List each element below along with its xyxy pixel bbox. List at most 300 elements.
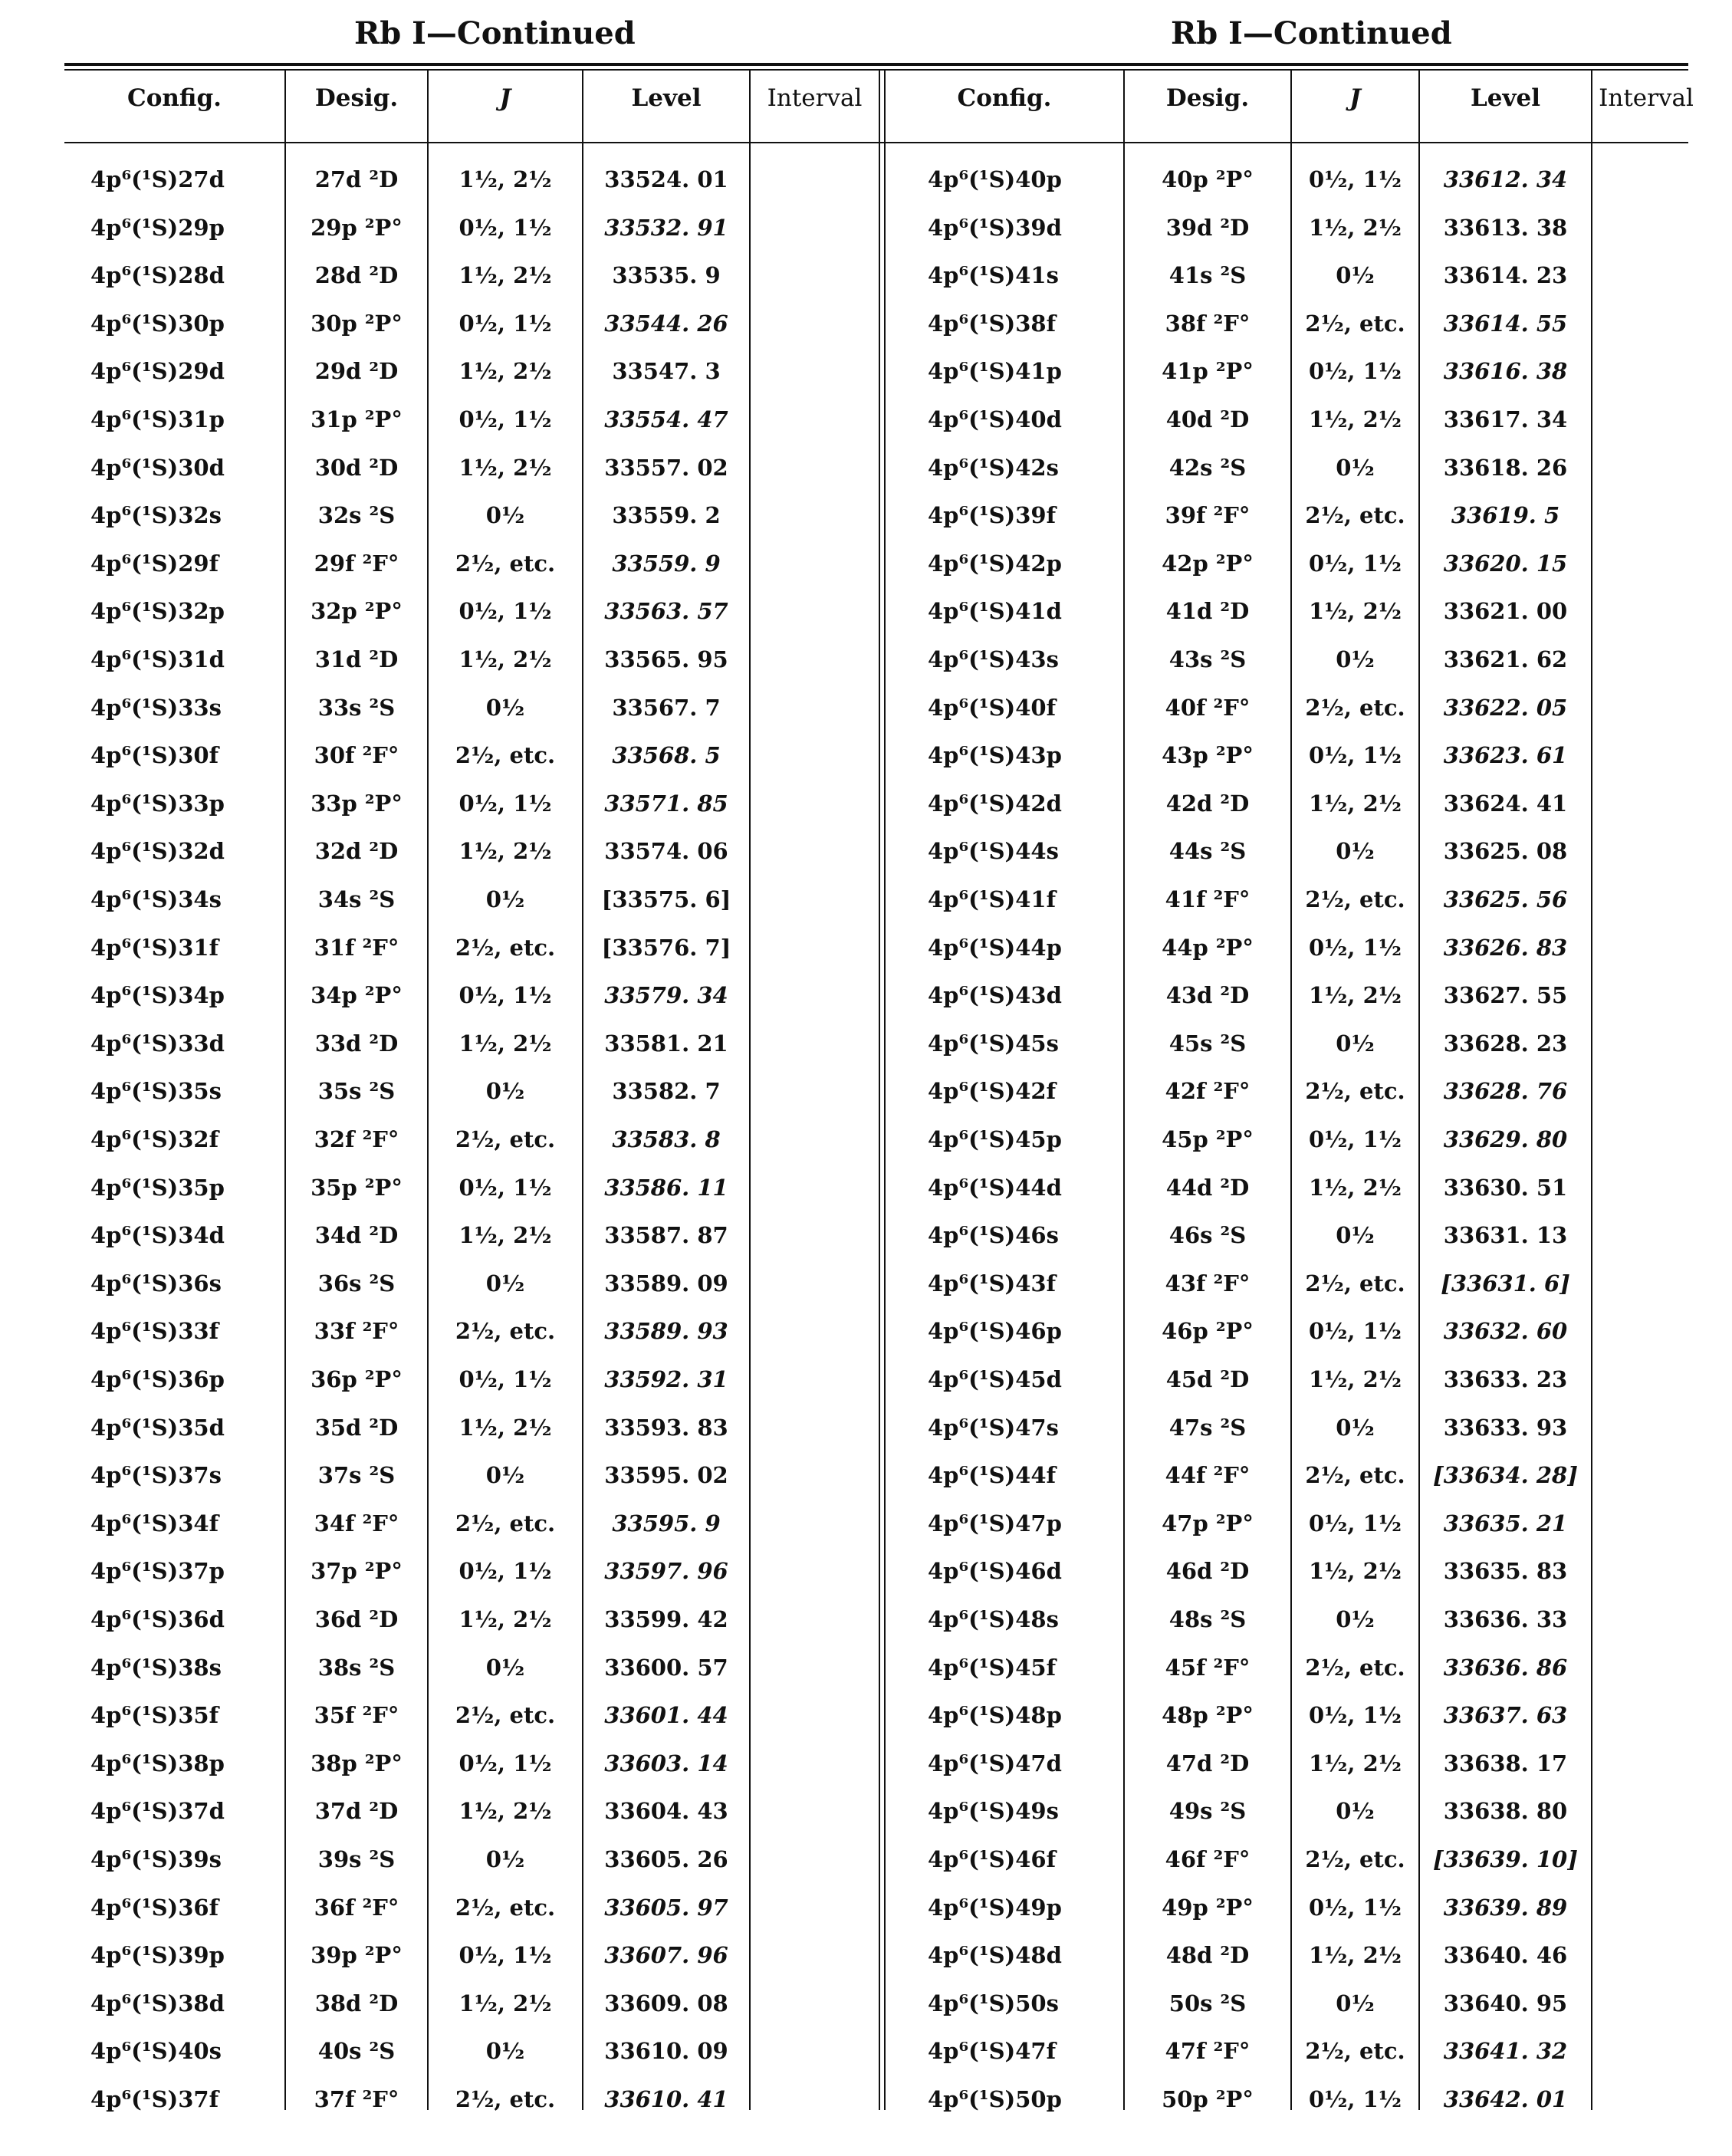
level-cell: 33574. 06 bbox=[604, 838, 728, 865]
level-cell: 33567. 7 bbox=[612, 694, 721, 721]
config-cell: 4p⁶(¹S)36f bbox=[90, 1894, 219, 1921]
level-cell: 33605. 97 bbox=[604, 1894, 728, 1921]
level-cell: 33587. 87 bbox=[604, 1222, 728, 1249]
header-interval: Interval bbox=[767, 84, 863, 112]
level-cell: 33618. 26 bbox=[1443, 454, 1568, 481]
level-cell: 33565. 95 bbox=[604, 646, 728, 672]
level-cell: 33593. 83 bbox=[604, 1414, 728, 1441]
designation-cell: 34d ²D bbox=[314, 1222, 399, 1249]
level-cell: 33524. 01 bbox=[604, 166, 728, 192]
j-value-cell: 1½, 2½ bbox=[1308, 982, 1402, 1009]
j-value-cell: 1½, 2½ bbox=[458, 1606, 552, 1632]
header-level: Level bbox=[631, 84, 702, 112]
level-cell: 33609. 08 bbox=[604, 1990, 728, 2016]
title-spectrum: I bbox=[412, 15, 426, 51]
config-cell: 4p⁶(¹S)38d bbox=[90, 1990, 225, 2016]
config-cell: 4p⁶(¹S)42s bbox=[928, 454, 1059, 481]
designation-cell: 46p ²P° bbox=[1162, 1318, 1254, 1345]
designation-cell: 36d ²D bbox=[314, 1606, 399, 1632]
config-cell: 4p⁶(¹S)32s bbox=[90, 502, 222, 529]
config-cell: 4p⁶(¹S)47p bbox=[928, 1510, 1062, 1536]
level-cell: 33624. 41 bbox=[1443, 790, 1568, 817]
j-value-cell: 0½, 1½ bbox=[458, 1366, 552, 1392]
level-cell: 33641. 32 bbox=[1443, 2038, 1568, 2065]
designation-cell: 48s ²S bbox=[1168, 1606, 1247, 1632]
config-cell: 4p⁶(¹S)35s bbox=[90, 1078, 222, 1105]
designation-cell: 38p ²P° bbox=[311, 1750, 403, 1776]
j-value-cell: 1½, 2½ bbox=[458, 1030, 552, 1057]
designation-cell: 46d ²D bbox=[1165, 1558, 1250, 1585]
config-cell: 4p⁶(¹S)49s bbox=[928, 1798, 1059, 1825]
level-cell: 33614. 55 bbox=[1443, 310, 1568, 337]
designation-cell: 45p ²P° bbox=[1162, 1126, 1254, 1152]
level-cell: 33622. 05 bbox=[1443, 694, 1568, 721]
j-value-cell: 0½, 1½ bbox=[458, 1750, 552, 1776]
designation-cell: 41s ²S bbox=[1168, 262, 1247, 289]
designation-cell: 32s ²S bbox=[317, 502, 396, 529]
j-value-cell: 0½, 1½ bbox=[458, 1558, 552, 1585]
j-value-cell: 1½, 2½ bbox=[458, 1222, 552, 1249]
config-cell: 4p⁶(¹S)28d bbox=[90, 262, 225, 289]
designation-cell: 47f ²F° bbox=[1165, 2038, 1251, 2065]
designation-cell: 47s ²S bbox=[1168, 1414, 1247, 1441]
designation-cell: 28d ²D bbox=[314, 262, 399, 289]
designation-cell: 31p ²P° bbox=[311, 406, 403, 432]
j-value-cell: 2½, etc. bbox=[1305, 1270, 1405, 1297]
designation-cell: 46s ²S bbox=[1168, 1222, 1247, 1249]
level-cell: 33568. 5 bbox=[612, 742, 721, 769]
j-value-cell: 0½, 1½ bbox=[458, 406, 552, 432]
header-j: J bbox=[499, 84, 511, 112]
config-cell: 4p⁶(¹S)33f bbox=[90, 1318, 219, 1345]
config-cell: 4p⁶(¹S)44p bbox=[928, 934, 1062, 961]
j-value-cell: 0½ bbox=[485, 1654, 525, 1681]
config-cell: 4p⁶(¹S)32d bbox=[90, 838, 225, 865]
level-cell: 33613. 38 bbox=[1443, 214, 1568, 241]
level-cell: 33631. 13 bbox=[1443, 1222, 1568, 1249]
level-cell: 33614. 23 bbox=[1443, 262, 1568, 289]
config-cell: 4p⁶(¹S)44s bbox=[928, 838, 1059, 865]
designation-cell: 29d ²D bbox=[314, 358, 399, 385]
designation-cell: 32p ²P° bbox=[311, 598, 403, 625]
level-cell: 33636. 33 bbox=[1443, 1606, 1568, 1632]
j-value-cell: 1½, 2½ bbox=[458, 262, 552, 289]
designation-cell: 42f ²F° bbox=[1165, 1078, 1251, 1105]
j-value-cell: 2½, etc. bbox=[455, 1126, 556, 1152]
level-cell: 33607. 96 bbox=[604, 1942, 728, 1969]
level-cell: 33586. 11 bbox=[604, 1174, 728, 1201]
j-value-cell: 2½, etc. bbox=[1305, 1462, 1405, 1489]
config-cell: 4p⁶(¹S)42p bbox=[928, 550, 1062, 577]
designation-cell: 34f ²F° bbox=[314, 1510, 399, 1536]
designation-cell: 41d ²D bbox=[1165, 598, 1250, 625]
config-cell: 4p⁶(¹S)35p bbox=[90, 1174, 225, 1201]
j-value-cell: 1½, 2½ bbox=[458, 1414, 552, 1441]
config-cell: 4p⁶(¹S)46f bbox=[928, 1846, 1057, 1872]
designation-cell: 39s ²S bbox=[317, 1846, 396, 1872]
j-value-cell: 1½, 2½ bbox=[1308, 598, 1402, 625]
designation-cell: 29f ²F° bbox=[314, 550, 399, 577]
config-cell: 4p⁶(¹S)50s bbox=[928, 1990, 1059, 2016]
designation-cell: 39p ²P° bbox=[311, 1942, 403, 1969]
designation-cell: 36s ²S bbox=[317, 1270, 396, 1297]
config-cell: 4p⁶(¹S)44d bbox=[928, 1174, 1062, 1201]
j-value-cell: 2½, etc. bbox=[1305, 1078, 1405, 1105]
level-cell: 33625. 08 bbox=[1443, 838, 1568, 865]
header-j: J bbox=[1349, 84, 1361, 112]
config-cell: 4p⁶(¹S)31p bbox=[90, 406, 225, 432]
designation-cell: 35p ²P° bbox=[311, 1174, 403, 1201]
j-value-cell: 0½ bbox=[485, 694, 525, 721]
designation-cell: 37p ²P° bbox=[311, 1558, 403, 1585]
level-cell: 33535. 9 bbox=[612, 262, 721, 289]
designation-cell: 30f ²F° bbox=[314, 742, 399, 769]
config-cell: 4p⁶(¹S)37d bbox=[90, 1798, 225, 1825]
level-cell: 33637. 63 bbox=[1443, 1702, 1568, 1729]
designation-cell: 38s ²S bbox=[317, 1654, 396, 1681]
j-value-cell: 1½, 2½ bbox=[458, 838, 552, 865]
config-cell: 4p⁶(¹S)45p bbox=[928, 1126, 1062, 1152]
designation-cell: 48p ²P° bbox=[1162, 1702, 1254, 1729]
level-cell: 33612. 34 bbox=[1443, 166, 1568, 192]
j-value-cell: 1½, 2½ bbox=[458, 454, 552, 481]
level-cell: 33621. 62 bbox=[1443, 646, 1568, 672]
j-value-cell: 0½, 1½ bbox=[458, 310, 552, 337]
table-title-left bbox=[354, 15, 636, 51]
j-value-cell: 0½, 1½ bbox=[1308, 2086, 1402, 2112]
j-value-cell: 0½ bbox=[1336, 1414, 1375, 1441]
j-value-cell: 0½, 1½ bbox=[458, 1174, 552, 1201]
designation-cell: 40p ²P° bbox=[1162, 166, 1254, 192]
j-value-cell: 2½, etc. bbox=[455, 1894, 556, 1921]
config-cell: 4p⁶(¹S)36s bbox=[90, 1270, 222, 1297]
designation-cell: 41p ²P° bbox=[1162, 358, 1254, 385]
designation-cell: 33s ²S bbox=[317, 694, 396, 721]
designation-cell: 37f ²F° bbox=[314, 2086, 399, 2112]
level-cell: 33628. 76 bbox=[1443, 1078, 1568, 1105]
level-cell: 33595. 9 bbox=[612, 1510, 721, 1536]
config-cell: 4p⁶(¹S)40f bbox=[928, 694, 1057, 721]
level-cell: 33627. 55 bbox=[1443, 982, 1568, 1009]
config-cell: 4p⁶(¹S)35d bbox=[90, 1414, 225, 1441]
table-title-right bbox=[1171, 15, 1452, 51]
level-cell: 33638. 80 bbox=[1443, 1798, 1568, 1825]
j-value-cell: 0½ bbox=[485, 2038, 525, 2065]
level-cell: 33619. 5 bbox=[1451, 502, 1560, 529]
j-value-cell: 2½, etc. bbox=[1305, 886, 1405, 912]
j-value-cell: 2½, etc. bbox=[1305, 502, 1405, 529]
j-value-cell: 2½, etc. bbox=[455, 1318, 556, 1345]
config-cell: 4p⁶(¹S)41d bbox=[928, 598, 1062, 625]
j-value-cell: 0½, 1½ bbox=[1308, 1510, 1402, 1536]
j-value-cell: 0½, 1½ bbox=[458, 982, 552, 1009]
j-value-cell: 0½, 1½ bbox=[458, 790, 552, 817]
level-cell: 33583. 8 bbox=[612, 1126, 721, 1152]
header-config: Config. bbox=[957, 84, 1052, 112]
j-value-cell: 0½, 1½ bbox=[458, 1942, 552, 1969]
level-cell: 33601. 44 bbox=[604, 1702, 728, 1729]
designation-cell: 44d ²D bbox=[1165, 1174, 1250, 1201]
level-cell: 33616. 38 bbox=[1443, 358, 1568, 385]
designation-cell: 29p ²P° bbox=[311, 214, 403, 241]
level-cell: 33629. 80 bbox=[1443, 1126, 1568, 1152]
j-value-cell: 0½, 1½ bbox=[1308, 742, 1402, 769]
level-cell: 33604. 43 bbox=[604, 1798, 728, 1825]
level-cell: 33581. 21 bbox=[604, 1030, 728, 1057]
column-divider bbox=[1591, 71, 1592, 2110]
designation-cell: 43f ²F° bbox=[1165, 1270, 1251, 1297]
title-spectrum: I bbox=[1228, 15, 1243, 51]
level-cell: 33592. 31 bbox=[604, 1366, 728, 1392]
config-cell: 4p⁶(¹S)38s bbox=[90, 1654, 222, 1681]
designation-cell: 30p ²P° bbox=[311, 310, 403, 337]
config-cell: 4p⁶(¹S)29f bbox=[90, 550, 219, 577]
header-interval: Interval bbox=[1599, 84, 1694, 112]
config-cell: 4p⁶(¹S)34s bbox=[90, 886, 222, 912]
config-cell: 4p⁶(¹S)45s bbox=[928, 1030, 1059, 1057]
j-value-cell: 0½ bbox=[485, 1846, 525, 1872]
level-cell: 33589. 93 bbox=[604, 1318, 728, 1345]
designation-cell: 50s ²S bbox=[1168, 1990, 1247, 2016]
j-value-cell: 1½, 2½ bbox=[458, 358, 552, 385]
designation-cell: 30d ²D bbox=[314, 454, 399, 481]
j-value-cell: 1½, 2½ bbox=[1308, 214, 1402, 241]
level-cell: 33623. 61 bbox=[1443, 742, 1568, 769]
level-cell: 33642. 01 bbox=[1443, 2086, 1568, 2112]
designation-cell: 33d ²D bbox=[314, 1030, 399, 1057]
config-cell: 4p⁶(¹S)31f bbox=[90, 934, 219, 961]
designation-cell: 38d ²D bbox=[314, 1990, 399, 2016]
designation-cell: 50p ²P° bbox=[1162, 2086, 1254, 2112]
level-cell: 33532. 91 bbox=[604, 214, 728, 241]
config-cell: 4p⁶(¹S)43p bbox=[928, 742, 1062, 769]
config-cell: 4p⁶(¹S)33s bbox=[90, 694, 222, 721]
designation-cell: 27d ²D bbox=[314, 166, 399, 192]
j-value-cell: 1½, 2½ bbox=[1308, 1366, 1402, 1392]
j-value-cell: 0½, 1½ bbox=[1308, 934, 1402, 961]
j-value-cell: 0½ bbox=[485, 1270, 525, 1297]
designation-cell: 34p ²P° bbox=[311, 982, 403, 1009]
j-value-cell: 0½ bbox=[1336, 262, 1375, 289]
level-cell: 33628. 23 bbox=[1443, 1030, 1568, 1057]
level-cell: [33634. 28] bbox=[1433, 1462, 1578, 1489]
designation-cell: 33p ²P° bbox=[311, 790, 403, 817]
config-cell: 4p⁶(¹S)33p bbox=[90, 790, 225, 817]
j-value-cell: 2½, etc. bbox=[455, 2086, 556, 2112]
designation-cell: 47d ²D bbox=[1165, 1750, 1250, 1776]
j-value-cell: 0½ bbox=[1336, 1798, 1375, 1825]
designation-cell: 36p ²P° bbox=[311, 1366, 403, 1392]
config-cell: 4p⁶(¹S)36d bbox=[90, 1606, 225, 1632]
designation-cell: 48d ²D bbox=[1165, 1942, 1250, 1969]
j-value-cell: 0½ bbox=[1336, 1990, 1375, 2016]
level-cell: 33595. 02 bbox=[604, 1462, 728, 1489]
level-cell: 33625. 56 bbox=[1443, 886, 1568, 912]
j-value-cell: 0½ bbox=[485, 886, 525, 912]
level-cell: 33559. 2 bbox=[612, 502, 721, 529]
level-cell: 33639. 89 bbox=[1443, 1894, 1568, 1921]
j-value-cell: 2½, etc. bbox=[1305, 1654, 1405, 1681]
j-value-cell: 0½ bbox=[1336, 838, 1375, 865]
designation-cell: 41f ²F° bbox=[1165, 886, 1251, 912]
j-value-cell: 1½, 2½ bbox=[1308, 1174, 1402, 1201]
j-value-cell: 2½, etc. bbox=[455, 1510, 556, 1536]
level-cell: [33631. 6] bbox=[1441, 1270, 1570, 1297]
config-cell: 4p⁶(¹S)49p bbox=[928, 1894, 1062, 1921]
config-cell: 4p⁶(¹S)27d bbox=[90, 166, 225, 192]
level-cell: 33621. 00 bbox=[1443, 598, 1568, 625]
level-cell: 33597. 96 bbox=[604, 1558, 728, 1585]
config-cell: 4p⁶(¹S)38f bbox=[928, 310, 1057, 337]
config-cell: 4p⁶(¹S)50p bbox=[928, 2086, 1062, 2112]
j-value-cell: 2½, etc. bbox=[1305, 310, 1405, 337]
designation-cell: 39f ²F° bbox=[1165, 502, 1251, 529]
level-cell: 33544. 26 bbox=[604, 310, 728, 337]
designation-cell: 44p ²P° bbox=[1162, 934, 1254, 961]
designation-cell: 49s ²S bbox=[1168, 1798, 1247, 1825]
designation-cell: 32d ²D bbox=[314, 838, 399, 865]
title-element: Rb bbox=[354, 15, 402, 51]
j-value-cell: 0½ bbox=[485, 1462, 525, 1489]
config-cell: 4p⁶(¹S)34f bbox=[90, 1510, 219, 1536]
j-value-cell: 2½, etc. bbox=[1305, 2038, 1405, 2065]
designation-cell: 45s ²S bbox=[1168, 1030, 1247, 1057]
j-value-cell: 0½, 1½ bbox=[1308, 1318, 1402, 1345]
column-divider bbox=[749, 71, 751, 2110]
j-value-cell: 1½, 2½ bbox=[1308, 406, 1402, 432]
designation-cell: 45d ²D bbox=[1165, 1366, 1250, 1392]
j-value-cell: 0½, 1½ bbox=[1308, 358, 1402, 385]
j-value-cell: 0½ bbox=[1336, 1030, 1375, 1057]
config-cell: 4p⁶(¹S)46d bbox=[928, 1558, 1062, 1585]
designation-cell: 38f ²F° bbox=[1165, 310, 1251, 337]
designation-cell: 40d ²D bbox=[1165, 406, 1250, 432]
level-cell: 33554. 47 bbox=[604, 406, 728, 432]
level-cell: 33579. 34 bbox=[604, 982, 728, 1009]
panel-divider bbox=[879, 71, 880, 2110]
config-cell: 4p⁶(¹S)39d bbox=[928, 214, 1062, 241]
title-element: Rb bbox=[1171, 15, 1218, 51]
config-cell: 4p⁶(¹S)29p bbox=[90, 214, 225, 241]
config-cell: 4p⁶(¹S)43f bbox=[928, 1270, 1057, 1297]
level-cell: 33617. 34 bbox=[1443, 406, 1568, 432]
config-cell: 4p⁶(¹S)37f bbox=[90, 2086, 219, 2112]
j-value-cell: 1½, 2½ bbox=[1308, 1750, 1402, 1776]
config-cell: 4p⁶(¹S)45d bbox=[928, 1366, 1062, 1392]
j-value-cell: 2½, etc. bbox=[455, 550, 556, 577]
j-value-cell: 0½, 1½ bbox=[1308, 1126, 1402, 1152]
j-value-cell: 2½, etc. bbox=[455, 934, 556, 961]
j-value-cell: 0½, 1½ bbox=[1308, 1894, 1402, 1921]
level-cell: 33600. 57 bbox=[604, 1654, 728, 1681]
config-cell: 4p⁶(¹S)30f bbox=[90, 742, 219, 769]
header-desig: Desig. bbox=[1165, 84, 1250, 112]
level-cell: 33582. 7 bbox=[612, 1078, 721, 1105]
j-value-cell: 1½, 2½ bbox=[458, 1990, 552, 2016]
config-cell: 4p⁶(¹S)34d bbox=[90, 1222, 225, 1249]
j-value-cell: 0½ bbox=[485, 502, 525, 529]
config-cell: 4p⁶(¹S)48p bbox=[928, 1702, 1062, 1729]
config-cell: 4p⁶(¹S)29d bbox=[90, 358, 225, 385]
level-cell: 33630. 51 bbox=[1443, 1174, 1568, 1201]
level-cell: 33633. 93 bbox=[1443, 1414, 1568, 1441]
config-cell: 4p⁶(¹S)36p bbox=[90, 1366, 225, 1392]
designation-cell: 44f ²F° bbox=[1165, 1462, 1251, 1489]
j-value-cell: 2½, etc. bbox=[455, 1702, 556, 1729]
j-value-cell: 0½ bbox=[1336, 646, 1375, 672]
j-value-cell: 0½, 1½ bbox=[1308, 550, 1402, 577]
config-cell: 4p⁶(¹S)39s bbox=[90, 1846, 222, 1872]
j-value-cell: 1½, 2½ bbox=[458, 646, 552, 672]
j-value-cell: 1½, 2½ bbox=[458, 166, 552, 192]
level-cell: 33626. 83 bbox=[1443, 934, 1568, 961]
level-cell: [33576. 7] bbox=[601, 934, 731, 961]
designation-cell: 35d ²D bbox=[314, 1414, 399, 1441]
config-cell: 4p⁶(¹S)41f bbox=[928, 886, 1057, 912]
designation-cell: 35s ²S bbox=[317, 1078, 396, 1105]
j-value-cell: 0½, 1½ bbox=[1308, 1702, 1402, 1729]
level-cell: 33571. 85 bbox=[604, 790, 728, 817]
j-value-cell: 1½, 2½ bbox=[1308, 1942, 1402, 1969]
config-cell: 4p⁶(¹S)45f bbox=[928, 1654, 1057, 1681]
j-value-cell: 2½, etc. bbox=[455, 742, 556, 769]
designation-cell: 39d ²D bbox=[1165, 214, 1250, 241]
header-desig: Desig. bbox=[314, 84, 399, 112]
level-cell: 33603. 14 bbox=[604, 1750, 728, 1776]
config-cell: 4p⁶(¹S)46p bbox=[928, 1318, 1062, 1345]
level-cell: 33547. 3 bbox=[612, 358, 721, 385]
level-cell: [33639. 10] bbox=[1433, 1846, 1578, 1872]
designation-cell: 35f ²F° bbox=[314, 1702, 399, 1729]
config-cell: 4p⁶(¹S)42d bbox=[928, 790, 1062, 817]
config-cell: 4p⁶(¹S)31d bbox=[90, 646, 225, 672]
config-cell: 4p⁶(¹S)33d bbox=[90, 1030, 225, 1057]
config-cell: 4p⁶(¹S)48s bbox=[928, 1606, 1059, 1632]
level-cell: [33575. 6] bbox=[601, 886, 731, 912]
level-cell: 33610. 41 bbox=[604, 2086, 728, 2112]
designation-cell: 40f ²F° bbox=[1165, 694, 1251, 721]
level-cell: 33635. 83 bbox=[1443, 1558, 1568, 1585]
level-cell: 33610. 09 bbox=[604, 2038, 728, 2065]
designation-cell: 47p ²P° bbox=[1162, 1510, 1254, 1536]
j-value-cell: 1½, 2½ bbox=[1308, 790, 1402, 817]
config-cell: 4p⁶(¹S)46s bbox=[928, 1222, 1059, 1249]
level-cell: 33599. 42 bbox=[604, 1606, 728, 1632]
level-cell: 33640. 46 bbox=[1443, 1942, 1568, 1969]
designation-cell: 42d ²D bbox=[1165, 790, 1250, 817]
level-cell: 33632. 60 bbox=[1443, 1318, 1568, 1345]
j-value-cell: 1½, 2½ bbox=[458, 1798, 552, 1825]
designation-cell: 33f ²F° bbox=[314, 1318, 399, 1345]
config-cell: 4p⁶(¹S)41p bbox=[928, 358, 1062, 385]
header-level: Level bbox=[1470, 84, 1541, 112]
config-cell: 4p⁶(¹S)47f bbox=[928, 2038, 1057, 2065]
config-cell: 4p⁶(¹S)35f bbox=[90, 1702, 219, 1729]
config-cell: 4p⁶(¹S)42f bbox=[928, 1078, 1057, 1105]
designation-cell: 43d ²D bbox=[1165, 982, 1250, 1009]
top-rule-thin bbox=[64, 69, 1688, 71]
panel-divider bbox=[884, 71, 886, 2110]
designation-cell: 31f ²F° bbox=[314, 934, 399, 961]
config-cell: 4p⁶(¹S)37p bbox=[90, 1558, 225, 1585]
designation-cell: 37s ²S bbox=[317, 1462, 396, 1489]
config-cell: 4p⁶(¹S)47s bbox=[928, 1414, 1059, 1441]
config-cell: 4p⁶(¹S)32p bbox=[90, 598, 225, 625]
level-cell: 33640. 95 bbox=[1443, 1990, 1568, 2016]
level-cell: 33636. 86 bbox=[1443, 1654, 1568, 1681]
level-cell: 33635. 21 bbox=[1443, 1510, 1568, 1536]
config-cell: 4p⁶(¹S)44f bbox=[928, 1462, 1057, 1489]
